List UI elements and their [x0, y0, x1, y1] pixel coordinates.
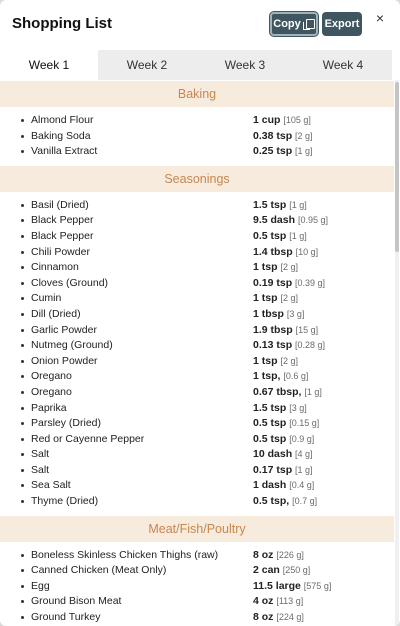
item-amount [253, 563, 310, 579]
item-weight: [113 g] [276, 596, 304, 607]
bullet-icon [21, 251, 24, 254]
item-name: Red or Cayenne Pepper [31, 432, 145, 445]
item-name: Ground Bison Meat [31, 595, 122, 608]
list-item [0, 323, 394, 339]
item-quantity: 1.5 tsp [253, 401, 287, 414]
bullet-icon [21, 219, 24, 222]
bullet-icon [21, 375, 24, 378]
item-amount [253, 478, 314, 494]
item-weight: [3 g] [286, 308, 305, 319]
item-quantity: 0.25 tsp [253, 145, 293, 158]
item-amount [253, 338, 325, 354]
list-item [0, 260, 394, 276]
item-quantity: 1 cup [253, 114, 281, 126]
item-amount [253, 129, 313, 145]
item-name: Basil (Dried) [31, 198, 89, 211]
item-amount [253, 276, 325, 292]
list-item [0, 213, 394, 229]
item-weight: [3 g] [289, 402, 307, 413]
item-name: Paprika [31, 401, 67, 414]
item-quantity: 0.5 tsp [253, 432, 287, 445]
bullet-icon [21, 119, 24, 122]
item-amount [253, 229, 307, 245]
list-item [0, 291, 394, 307]
item-name: Cumin [31, 292, 62, 305]
item-name: Parsley (Dried) [31, 417, 102, 430]
modal-header [0, 0, 400, 50]
item-name: Thyme (Dried) [31, 495, 99, 508]
item-weight: [224 g] [276, 612, 304, 623]
item-name: Canned Chicken (Meat Only) [31, 564, 167, 577]
item-weight: [0.9 g] [289, 433, 315, 444]
item-amount [253, 385, 322, 401]
item-quantity: 0.38 tsp [253, 129, 293, 142]
item-weight: [0.4 g] [289, 480, 315, 491]
bullet-icon [21, 235, 24, 238]
list-item [0, 144, 394, 160]
item-weight: [2 g] [280, 293, 298, 304]
item-weight: [4 g] [295, 449, 313, 460]
item-weight: [105 g] [283, 115, 311, 125]
item-weight: [0.95 g] [297, 215, 328, 226]
export-button[interactable]: Export [322, 12, 362, 36]
item-amount [253, 245, 318, 261]
item-name: Dill (Dried) [31, 307, 81, 320]
item-name: Onion Powder [31, 354, 98, 367]
item-weight: [1 g] [295, 464, 313, 475]
list-item [0, 563, 394, 579]
item-quantity: 0.5 tsp [253, 229, 287, 242]
bullet-icon [21, 313, 24, 316]
item-weight: [0.7 g] [292, 496, 318, 507]
bullet-icon [21, 282, 24, 285]
item-quantity: 9.5 dash [253, 214, 296, 227]
category-section [0, 166, 394, 510]
list-item [0, 447, 394, 463]
item-name: Oregano [31, 385, 72, 398]
bullet-icon [21, 554, 24, 557]
list-item [0, 113, 394, 129]
item-name: Boneless Skinless Chicken Thighs (raw) [31, 548, 219, 561]
modal-title: Shopping List [12, 15, 112, 32]
item-weight: [2 g] [280, 262, 298, 273]
list-item [0, 478, 394, 494]
bullet-icon [21, 569, 24, 572]
bullet-icon [21, 616, 24, 619]
item-quantity: 0.5 tsp [253, 417, 287, 430]
item-quantity: 0.17 tsp [253, 463, 293, 476]
week-tabs [0, 50, 392, 80]
list-item [0, 432, 394, 448]
item-quantity: 4 oz [253, 595, 274, 608]
item-amount [253, 213, 328, 229]
item-quantity: 0.5 tsp, [253, 495, 290, 508]
item-quantity: 0.67 tbsp, [253, 385, 302, 398]
list-item [0, 610, 394, 626]
item-weight: [0.28 g] [295, 340, 326, 351]
item-quantity: 1 tsp [253, 354, 278, 367]
item-weight: [0.6 g] [283, 371, 309, 382]
item-weight: [1 g] [289, 199, 307, 210]
item-amount [253, 198, 307, 214]
bullet-icon [21, 500, 24, 503]
item-amount [253, 354, 298, 370]
item-weight: [10 g] [295, 246, 319, 257]
item-quantity: 1.9 tbsp [253, 323, 293, 336]
item-quantity: 8 oz [253, 611, 274, 624]
item-quantity: 2 can [253, 564, 280, 577]
category-header: Baking [0, 81, 394, 107]
list-item [0, 338, 394, 354]
item-quantity: 1.4 tbsp [253, 245, 293, 258]
item-amount [253, 463, 313, 479]
item-name: Salt [31, 463, 50, 476]
list-item [0, 229, 394, 245]
bullet-icon [21, 484, 24, 487]
item-weight: [1 g] [295, 146, 313, 157]
item-name: Garlic Powder [31, 323, 97, 336]
copy-button[interactable] [270, 12, 318, 36]
item-name: Almond Flour [31, 114, 94, 126]
category-section [0, 81, 394, 160]
list-item [0, 416, 394, 432]
item-amount [253, 416, 319, 432]
list-item [0, 129, 394, 145]
bullet-icon [21, 329, 24, 332]
item-weight: [15 g] [295, 324, 319, 335]
item-amount [253, 579, 331, 595]
bullet-icon [21, 585, 24, 588]
item-name: Ground Turkey [31, 611, 101, 624]
item-amount [253, 447, 313, 463]
bullet-icon [21, 469, 24, 472]
item-name: Oregano [31, 370, 72, 383]
item-amount [253, 113, 311, 129]
tab-week-4[interactable]: Week 4 [294, 50, 392, 80]
bullet-icon [21, 407, 24, 410]
close-icon[interactable]: × [375, 10, 385, 26]
item-weight: [1 g] [289, 230, 307, 241]
bullet-icon [21, 453, 24, 456]
bullet-icon [21, 344, 24, 347]
item-name: Chili Powder [31, 245, 90, 258]
shopping-list-content[interactable] [0, 80, 394, 626]
item-name: Cloves (Ground) [31, 276, 109, 289]
bullet-icon [21, 600, 24, 603]
item-amount [253, 144, 313, 160]
bullet-icon [21, 360, 24, 363]
item-weight: [0.15 g] [289, 418, 320, 429]
item-amount [253, 260, 298, 276]
item-amount [253, 548, 304, 564]
bullet-icon [21, 422, 24, 425]
item-amount [253, 307, 304, 323]
list-item [0, 594, 394, 610]
item-weight: [0.39 g] [295, 277, 326, 288]
list-item [0, 401, 394, 417]
bullet-icon [21, 150, 24, 153]
tab-week-3[interactable]: Week 3 [196, 50, 294, 80]
item-weight: [575 g] [303, 580, 332, 591]
bullet-icon [21, 266, 24, 269]
item-quantity: 1 dash [253, 479, 287, 492]
item-name: Cinnamon [31, 261, 79, 274]
item-weight: [226 g] [276, 549, 304, 560]
bullet-icon [21, 204, 24, 207]
list-item [0, 198, 394, 214]
list-item [0, 579, 394, 595]
item-name: Vanilla Extract [31, 145, 98, 158]
item-amount [253, 610, 304, 626]
item-amount [253, 432, 314, 448]
item-quantity: 1.5 tsp [253, 198, 287, 211]
item-weight: [2 g] [295, 130, 313, 141]
item-name: Black Pepper [31, 214, 94, 227]
item-amount [253, 401, 307, 417]
item-name: Egg [31, 579, 50, 592]
item-amount [253, 369, 308, 385]
list-item [0, 307, 394, 323]
item-weight: [2 g] [280, 355, 298, 366]
list-item [0, 245, 394, 261]
item-name: Nutmeg (Ground) [31, 339, 113, 352]
item-quantity: 8 oz [253, 548, 274, 561]
copy-button-label: Copy [273, 18, 301, 30]
bullet-icon [21, 297, 24, 300]
item-quantity: 1 tsp [253, 261, 278, 274]
list-item [0, 494, 394, 510]
list-item [0, 276, 394, 292]
item-amount [253, 323, 318, 339]
item-name: Salt [31, 448, 50, 461]
item-amount [253, 291, 298, 307]
tab-week-1[interactable]: Week 1 [0, 50, 98, 80]
item-name: Black Pepper [31, 229, 94, 242]
copy-icon [306, 19, 315, 29]
category-header: Meat/Fish/Poultry [0, 516, 394, 542]
bullet-icon [21, 438, 24, 441]
item-amount [253, 594, 303, 610]
item-quantity: 1 tsp, [253, 370, 281, 383]
list-item [0, 548, 394, 564]
item-quantity: 0.13 tsp [253, 339, 293, 352]
bullet-icon [21, 135, 24, 138]
list-item [0, 354, 394, 370]
item-weight: [1 g] [304, 386, 322, 397]
item-name: Sea Salt [31, 479, 71, 492]
item-quantity: 11.5 large [253, 579, 301, 592]
category-section [0, 516, 394, 626]
item-weight: [250 g] [282, 565, 311, 576]
scrollbar-thumb[interactable] [395, 82, 399, 252]
list-item [0, 385, 394, 401]
item-amount [253, 494, 317, 510]
item-name: Baking Soda [31, 129, 91, 142]
list-item [0, 463, 394, 479]
item-quantity: 1 tbsp [253, 307, 284, 320]
list-item [0, 369, 394, 385]
tab-week-2[interactable]: Week 2 [98, 50, 196, 80]
item-quantity: 0.19 tsp [253, 276, 293, 289]
item-quantity: 10 dash [253, 448, 293, 461]
item-quantity: 1 tsp [253, 292, 278, 305]
category-header: Seasonings [0, 166, 394, 192]
scrollbar[interactable] [395, 80, 399, 626]
bullet-icon [21, 391, 24, 394]
